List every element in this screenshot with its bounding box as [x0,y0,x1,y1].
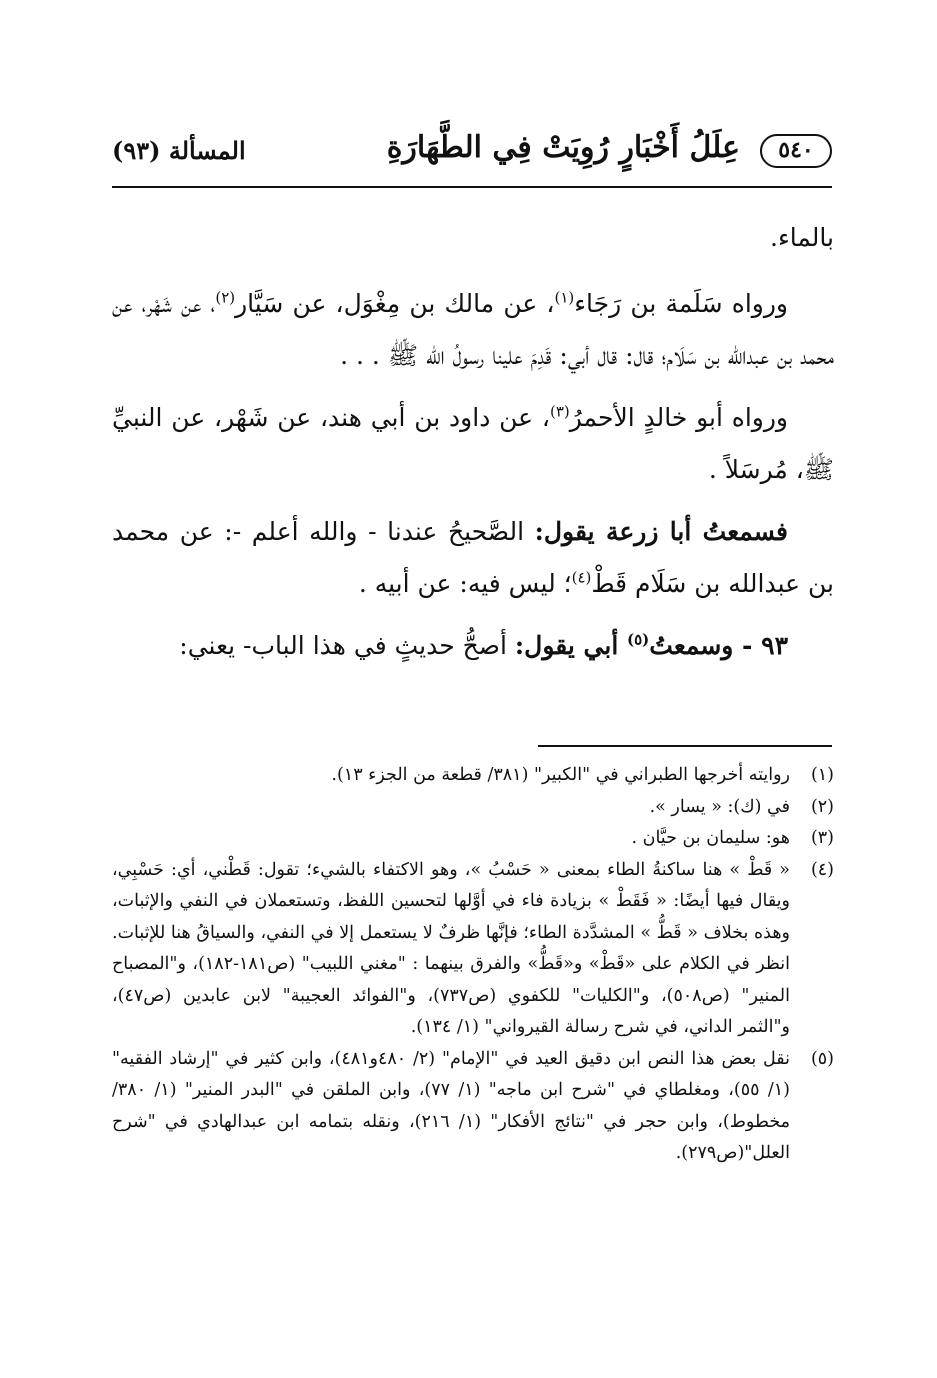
paragraph-5 [112,620,834,672]
footnote-number: (٣) [810,828,834,848]
footnote-number: (١) [810,765,834,785]
issue-title: المسألة (٩٣) [112,136,246,165]
footnote-ref-1[interactable]: (١) [554,288,575,307]
book-title: عِلَلُ أَخْبَارٍ رُوِيَتْ فِي الطَّهَارَةِ [386,130,740,165]
footnote-ref-3[interactable]: (٣) [549,402,570,421]
footnote-ref-2[interactable]: (٢) [215,288,236,307]
footnote-3 [112,823,834,855]
footnote-text: نقل بعض هذا النص ابن دقيق العيد في "الإمام" (٢/ ٤٨٠و٤٨١)، وابن كثير في "إرشاد الفقيه" (١/ ٥٥)، ومغلطاي في "شرح ابن ماجه" (١/ ٧٧)، وابن الملقن في "البدر المنير" (١/ ٣٨٠/مخطوط)، وابن حجر في "نتائج الأفكار" (١/ ٢١٦)، ونقله بتمامه ابن عبدالهادي في "شرح العلل"(ص٢٧٩). [112,1048,790,1163]
main-text [112,212,834,682]
p4-bold-text: فسمعتُ أبا زرعة يقول: [534,517,789,546]
p2-text-a: ورواه سَلَمة بن رَجَاء [574,289,788,318]
p1-text: بالماء. [770,223,834,252]
footnote-separator [538,745,832,747]
paragraph-3 [112,392,834,496]
p2-text-b: ، عن مالك بن مِغْوَل، عن سَيَّار [235,289,555,318]
footnote-4 [112,855,834,1044]
footnote-5 [112,1044,834,1170]
paragraph-2 [112,278,834,382]
page-number: ٥٤٠ [760,134,832,168]
page-header [112,128,832,178]
footnote-text: هو: سليمان بن حيَّان . [631,828,790,848]
footnote-number: (٢) [810,796,834,817]
p4-text-a: الصَّحيحُ عندنا - والله أعلم -: عن محمد بن عبدالله بن سَلَام قَطْ [112,517,834,598]
footnote-text: في (ك): « يسار ». [649,796,790,817]
p5-text-a: أصحُّ حديثٍ في هذا الباب- يعني: [179,631,515,660]
footnote-1 [112,760,834,792]
paragraph-4 [112,506,834,610]
p5-bold-text-a: ٩٣ - وسمعتُ [649,631,788,660]
footnote-text: روايته أخرجها الطبراني في "الكبير" (٣٨١/ قطعة من الجزء ١٣). [331,765,790,785]
footnote-2 [112,792,834,824]
p5-bold-text-b: أبي يقول: [514,631,627,660]
header-rule [112,186,832,188]
footnote-ref-4[interactable]: (٤) [571,568,592,587]
footnote-number: (٥) [810,1048,834,1069]
p4-text-b: ؛ ليس فيه: عن أبيه . [358,569,572,598]
p2-text-c: ، عن شَهْر، عن محمد بن عبدالله بن سَلَام؛ قال: قال أبي: قَدِمَ علينا رسولُ الله ﷺ . . . [112,289,834,370]
p3-text-a: ورواه أبو خالدٍ الأحمرُ [569,403,788,432]
footnote-text: « قَطْ » هنا ساكنةُ الطاء بمعنى « حَسْبُ »، وهو الاكتفاء بالشيء؛ تقول: قَطْني، أي: حَسْبِي، ويقال فيها أيضًا: « فَقَطْ » بزيادة فاء في أوَّلها لتحسين اللفظ، وتستعملان في النفي والإثبات، وهذه بخلاف « قَطُّ » المشدَّدة الطاء؛ فإنَّها ظرفٌ لا يستعمل إلا في النفي، والسياقُ هنا للإثبات. انظر في الكلام على «قَطْ» و«قَطُّ» والفرق بينهما : "مغني اللبيب" (ص١٨١-١٨٢)، و"المصباح المنير" (ص٥٠٨)، و"الكليات" للكفوي (ص٧٣٧)، و"الفوائد العجيبة" لابن عابدين (ص٤٧)، و"الثمر الداني، في شرح رسالة القيرواني" (١/ ١٣٤). [112,859,790,1037]
footnote-number: (٤) [810,859,834,880]
footnotes [112,760,834,1170]
footnote-ref-5[interactable]: (٥) [626,630,650,649]
paragraph-1 [112,212,834,264]
p3-text-b: ، عن داود بن أبي هند، عن شَهْر، عن النبيِّ ﷺ، مُرسَلاً . [112,403,834,484]
